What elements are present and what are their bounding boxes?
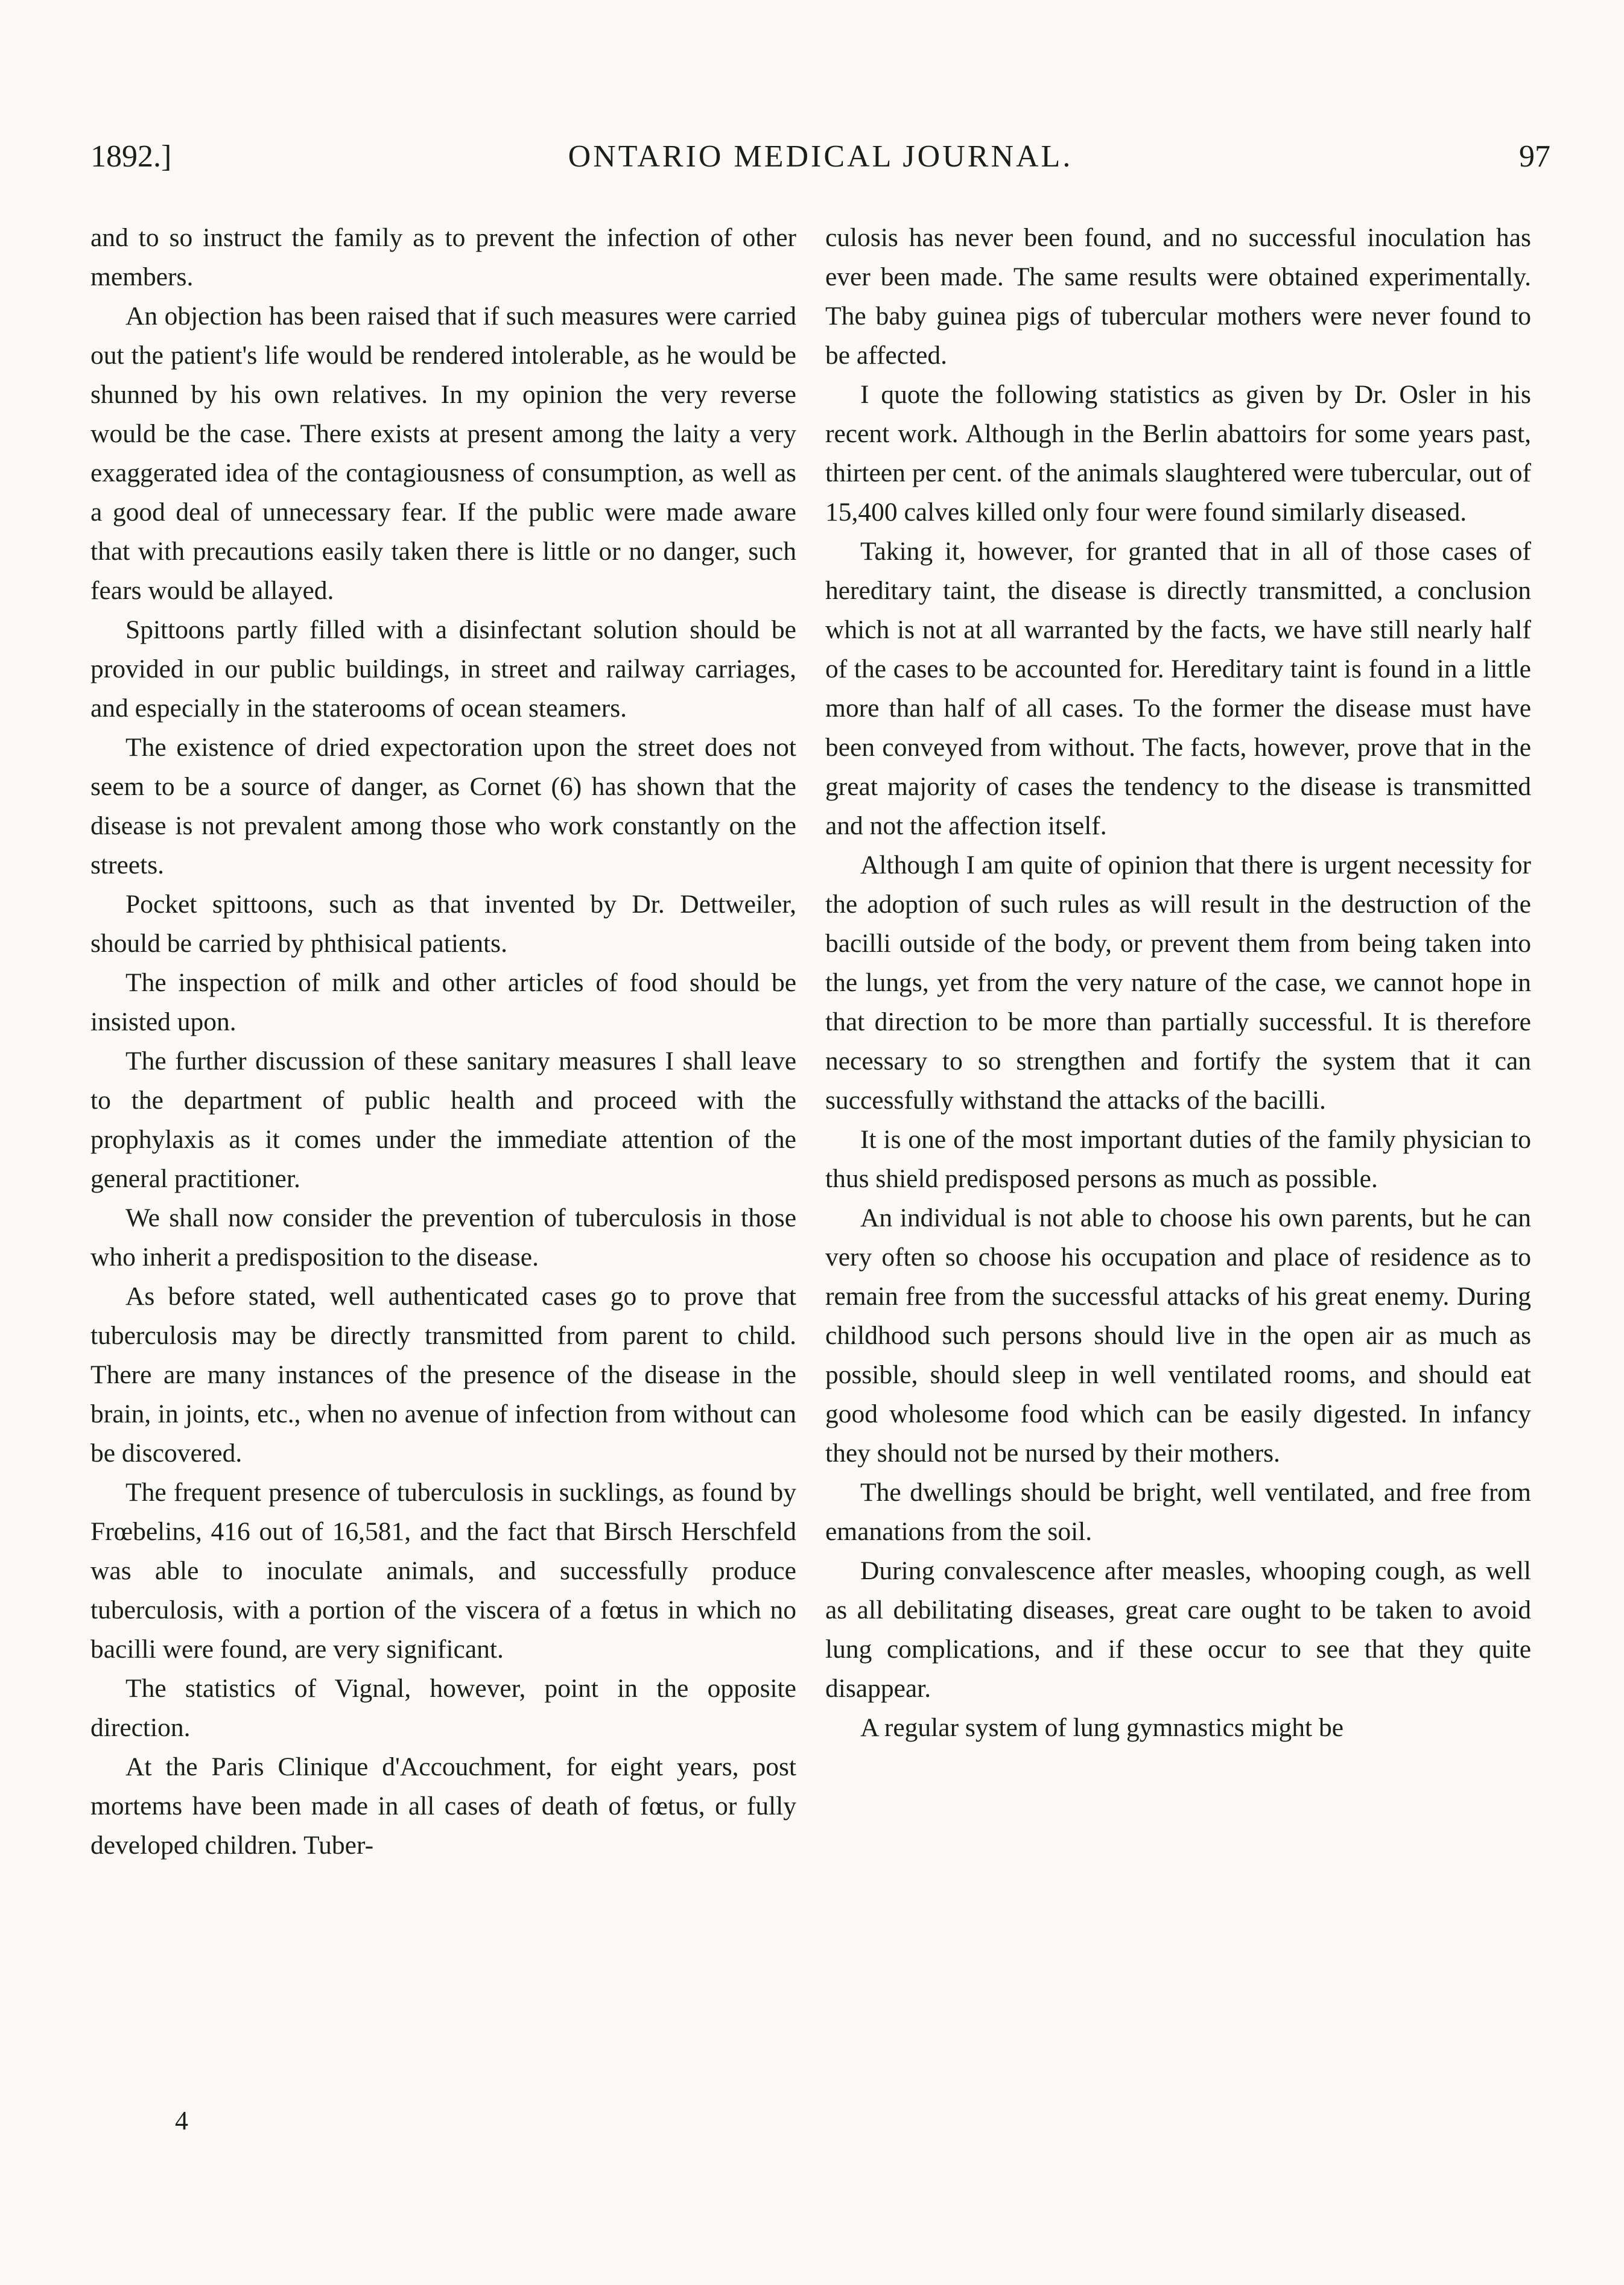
paragraph: The further discussion of these sanitary measures I shall leave to the department of public health and proceed with the prophylaxis as it comes under the immediate attention of the general practitioner. <box>90 1047 796 1193</box>
paragraph: During convalescence after measles, whooping cough, as well as all debilitating diseases, great care ought to be taken to avoid lung complications, and if these occur to see that they quite disappear. <box>825 1556 1531 1703</box>
right-column <box>825 218 1531 1748</box>
paragraph: An objection has been raised that if such measures were carried out the patient's life would be rendered intolerable, as he would be shunned by his own relatives. In my opinion the very reverse would be the case. There exists at present among the laity a very exaggerated idea of the contagiousness of consumption, as well as a good deal of unnecessary fear. If the public were made aware that with precautions easily taken there is little or no danger, such fears would be allayed. <box>90 302 796 605</box>
page-number: 97 <box>1519 139 1550 174</box>
paragraph: A regular system of lung gymnastics might be <box>860 1713 1344 1742</box>
paragraph: The frequent presence of tuberculosis in sucklings, as found by Frœbelins, 416 out of 16,581, and the fact that Birsch Herschfeld was able to inoculate animals, and successfully produce tuberculosis, with a portion of the viscera of a fœtus in which no bacilli were found, are very significant. <box>90 1478 796 1664</box>
header-year: 1892.] <box>90 139 172 174</box>
paragraph: I quote the following statistics as given by Dr. Osler in his recent work. Although in the Berlin abattoirs for some years past, thirteen per cent. of the animals slaughtered were tubercular, out of 15,400 calves killed only four were found similarly diseased. <box>825 380 1531 527</box>
left-column <box>90 218 796 1865</box>
paragraph: Although I am quite of opinion that there is urgent necessity for the adoption of such rules as will result in the destruction of the bacilli outside of the body, or prevent them from being taken into the lungs, yet from the very nature of the case, we cannot hope in that direction to be more than partially successful. It is therefore necessary to so strengthen and fortify the system that it can successfully withstand the attacks of the bacilli. <box>825 851 1531 1115</box>
journal-title: ONTARIO MEDICAL JOURNAL. <box>568 139 1073 174</box>
paragraph: Pocket spittoons, such as that invented by Dr. Dettweiler, should be carried by phthisical patients. <box>90 890 796 958</box>
paragraph: It is one of the most important duties of the family physician to thus shield predisposed persons as much as possible. <box>825 1125 1531 1193</box>
paragraph: Taking it, however, for granted that in all of those cases of hereditary taint, the disease is directly transmitted, a conclusion which is not at all warranted by the facts, we have still nearly half of the cases to be accounted for. Hereditary taint is found in a little more than half of all cases. To the former the disease must have been conveyed from without. The facts, however, prove that in the great majority of cases the tendency to the disease is transmitted and not the affection itself. <box>825 537 1531 840</box>
paragraph: and to so instruct the family as to prevent the infection of other members. <box>90 223 796 291</box>
paragraph: As before stated, well authenticated cases go to prove that tuberculosis may be directly transmitted from parent to child. There are many instances of the presence of the disease in the brain, in joints, etc., when no avenue of infection from without can be discovered. <box>90 1282 796 1468</box>
paragraph: The inspection of milk and other articles of food should be insisted upon. <box>90 968 796 1036</box>
paragraph: culosis has never been found, and no successful inoculation has ever been made. The same results were obtained experimentally. The baby guinea pigs of tubercular mothers were never found to be affected. <box>825 223 1531 370</box>
paragraph: An individual is not able to choose his own parents, but he can very often so choose his occupation and place of residence as to remain free from the successful attacks of his great enemy. During childhood such persons should live in the open air as much as possible, should sleep in well ventilated rooms, and should eat good wholesome food which can be easily digested. In infancy they should not be nursed by their mothers. <box>825 1203 1531 1468</box>
running-header <box>90 139 1550 187</box>
paragraph: The dwellings should be bright, well ventilated, and free from emanations from the soil. <box>825 1478 1531 1546</box>
paragraph: At the Paris Clinique d'Accouchment, for eight years, post mortems have been made in all cases of death of fœtus, or fully developed children. Tuber- <box>90 1752 796 1860</box>
paragraph: Spittoons partly filled with a disinfectant solution should be provided in our public buildings, in street and railway carriages, and especially in the staterooms of ocean steamers. <box>90 615 796 723</box>
paragraph: The statistics of Vignal, however, point in the opposite direction. <box>90 1674 796 1742</box>
paragraph: The existence of dried expectoration upon the street does not seem to be a source of danger, as Cornet (6) has shown that the disease is not prevalent among those who work constantly on the streets. <box>90 733 796 879</box>
signature-mark: 4 <box>175 2106 188 2135</box>
paragraph: We shall now consider the prevention of tuberculosis in those who inherit a predisposition to the disease. <box>90 1203 796 1272</box>
